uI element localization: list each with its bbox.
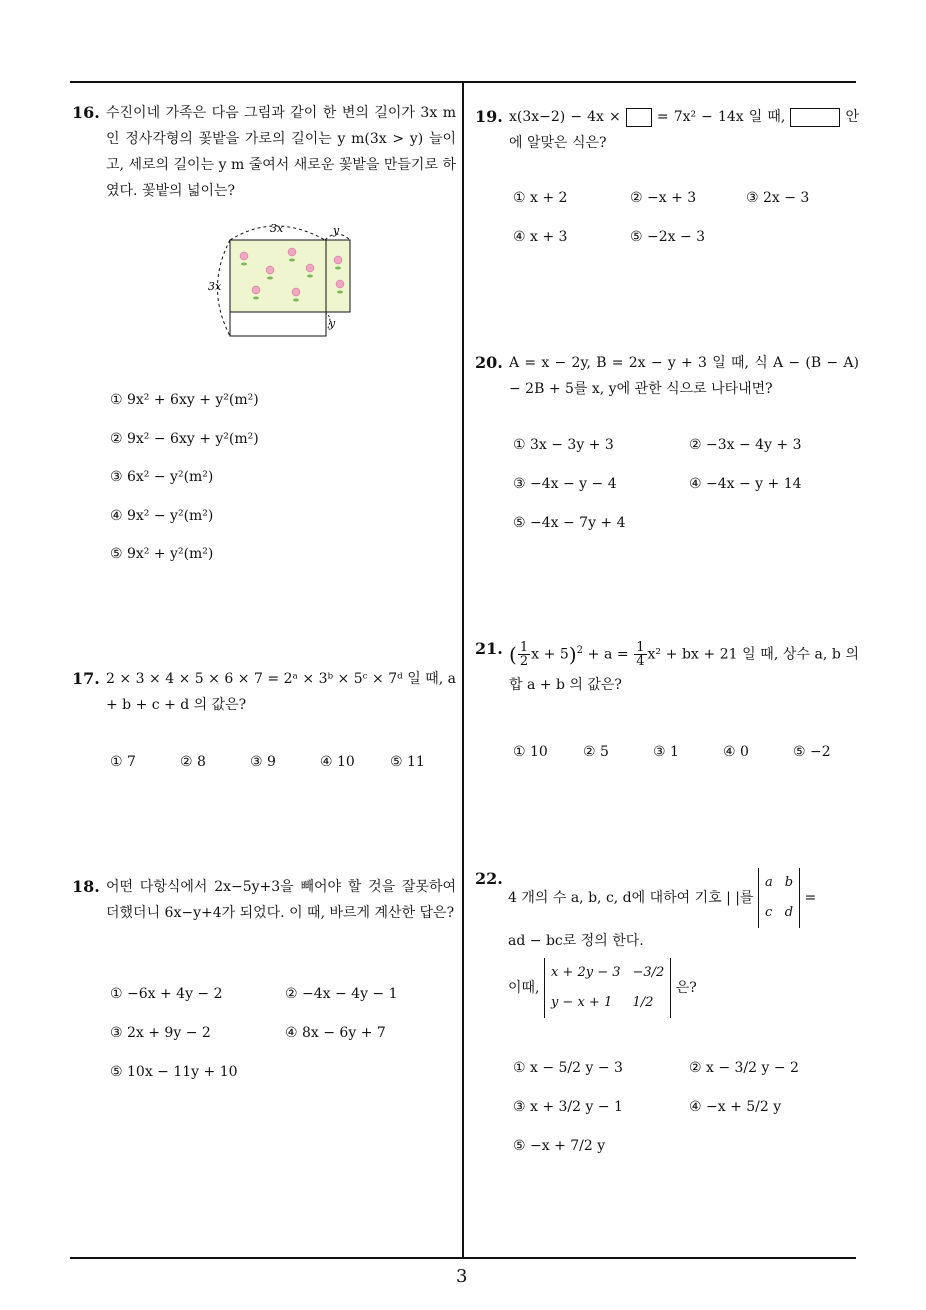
q19-option-2[interactable]: ② −x + 3 (630, 190, 697, 206)
q20-option-5[interactable]: ⑤ −4x − 7y + 4 (513, 515, 626, 531)
q16-option-1[interactable]: ① 9x² + 6xy + y²(m²) (110, 392, 259, 408)
matrix-cell: c (765, 905, 773, 920)
q20-option-1[interactable]: ① 3x − 3y + 3 (513, 437, 614, 453)
question-text-d: 이때, (508, 980, 540, 996)
q22-option-2[interactable]: ② x − 3/2 y − 2 (689, 1060, 799, 1076)
q18-option-2[interactable]: ② −4x − 4y − 1 (285, 986, 398, 1002)
q17-option-1[interactable]: ① 7 (110, 754, 136, 770)
question-text-b: = (804, 890, 817, 906)
q19-option-5[interactable]: ⑤ −2x − 3 (630, 229, 706, 245)
question-text: A = x − 2y, B = 2x − y + 3 일 때, 식 A − (B − A) − 2B + 5를 x, y에 관한 식으로 나타내면? (509, 355, 859, 397)
q21-option-2[interactable]: ② 5 (583, 744, 609, 760)
q20-option-4[interactable]: ④ −4x − y + 14 (689, 476, 802, 492)
fig-top-right-label: y (333, 224, 340, 237)
question-number: 18. (72, 877, 100, 896)
question-text: 어떤 다항식에서 2x−5y+3을 빼어야 할 것을 잘못하여 더했더니 6x−y+4가 되었다. 이 때, 바르게 계산한 답은? (106, 879, 456, 921)
q21-option-4[interactable]: ④ 0 (723, 744, 749, 760)
q19-option-3[interactable]: ③ 2x − 3 (746, 190, 810, 206)
answer-blank-box (626, 108, 652, 127)
matrix-cell: y − x + 1 (550, 995, 613, 1010)
matrix-cell: −3/2 (632, 965, 665, 980)
q16-option-4[interactable]: ④ 9x² − y²(m²) (110, 508, 214, 524)
question-17 (72, 666, 456, 718)
q18-option-4[interactable]: ④ 8x − 6y + 7 (285, 1025, 386, 1041)
q18-option-3[interactable]: ③ 2x + 9y − 2 (110, 1025, 211, 1041)
question-number: 20. (475, 353, 503, 372)
q22-option-4[interactable]: ④ −x + 5/2 y (689, 1099, 782, 1115)
q19-option-4[interactable]: ④ x + 3 (513, 229, 568, 245)
question-19 (475, 104, 859, 156)
answer-blank-box (790, 108, 840, 127)
q18-option-1[interactable]: ① −6x + 4y − 2 (110, 986, 223, 1002)
question-text: 2 × 3 × 4 × 5 × 6 × 7 = 2ᵃ × 3ᵇ × 5ᶜ × 7ᵈ 일 때, a + b + c + d 의 값은? (106, 671, 456, 713)
q21-option-5[interactable]: ⑤ −2 (793, 744, 831, 760)
question-number: 19. (475, 107, 503, 126)
question-number: 16. (72, 103, 100, 122)
q16-option-3[interactable]: ③ 6x² − y²(m²) (110, 469, 214, 485)
question-18 (72, 874, 456, 926)
q20-option-2[interactable]: ② −3x − 4y + 3 (689, 437, 802, 453)
q16-option-2[interactable]: ② 9x² − 6xy + y²(m²) (110, 431, 259, 447)
question-text-b: + a = (587, 646, 629, 663)
matrix-cell: x + 2y − 3 (550, 965, 621, 980)
question-16 (72, 100, 456, 204)
q17-option-4[interactable]: ④ 10 (320, 754, 355, 770)
q21-option-3[interactable]: ③ 1 (653, 744, 679, 760)
q16-option-5[interactable]: ⑤ 9x² + y²(m²) (110, 546, 214, 562)
q20-option-3[interactable]: ③ −4x − y − 4 (513, 476, 617, 492)
fraction-quarter: $\frac{1}{4}$ (636, 640, 645, 670)
q17-option-2[interactable]: ② 8 (180, 754, 206, 770)
fraction-half: $\frac{1}{2}$ (519, 640, 529, 670)
fig-top-label: 3x (270, 222, 284, 235)
column-divider (462, 81, 464, 1258)
question-text-a: 4 개의 수 a, b, c, d에 대하여 기호 | |를 (508, 890, 754, 906)
question-number: 21. (475, 639, 503, 658)
question-20 (475, 350, 859, 402)
question-text-c: 안에 알맞은 식은? (509, 109, 860, 151)
fig-bottom-right-label: y (329, 317, 336, 330)
q19-option-1[interactable]: ① x + 2 (513, 190, 568, 206)
question-22-definition (508, 868, 860, 928)
determinant-expression (544, 958, 671, 1018)
flowerbed-figure (200, 218, 360, 343)
question-text-c: x² + bx + 21 일 때, 상수 a, b 의 합 a + b 의 값은? (509, 646, 859, 693)
fig-left-label: 3x (208, 280, 222, 293)
q18-option-5[interactable]: ⑤ 10x − 11y + 10 (110, 1064, 238, 1080)
question-22-prompt (508, 958, 860, 1018)
question-text-e: 은? (675, 980, 697, 996)
matrix-cell: b (784, 875, 794, 890)
question-text: 수진이네 가족은 다음 그림과 같이 한 변의 길이가 3x m 인 정사각형의 꽃밭을 가로의 길이는 y m(3x > y) 늘이고, 세로의 길이는 y m 줄여서 새로운 꽃밭을 만들기로 하였다. 꽃밭의 넓이는? (106, 105, 456, 199)
matrix-cell: 1/2 (632, 995, 654, 1010)
q22-option-5[interactable]: ⑤ −x + 7/2 y (513, 1138, 606, 1154)
determinant-symbol (758, 868, 800, 928)
question-number: 17. (72, 669, 100, 688)
question-22-definition-end: ad − bc로 정의 한다. (508, 933, 644, 949)
q21-option-1[interactable]: ① 10 (513, 744, 548, 760)
question-text-a: x + 5 (531, 646, 569, 663)
q17-option-3[interactable]: ③ 9 (250, 754, 276, 770)
q22-option-1[interactable]: ① x − 5/2 y − 3 (513, 1060, 623, 1076)
page-number: 3 (456, 1266, 468, 1287)
q17-option-5[interactable]: ⑤ 11 (390, 754, 425, 770)
question-text-a: x(3x−2) − 4x × (509, 109, 621, 125)
question-text-b: = 7x² − 14x 일 때, (656, 109, 786, 125)
question-21: 21. ( $\frac{1}{2}$ x + 5)$^2$ + a = $\frac{1}{4}$ x² + bx + 21 일 때, 상수 a, b 의 합 a + b 의 값은? (475, 636, 859, 700)
q22-option-3[interactable]: ③ x + 3/2 y − 1 (513, 1099, 623, 1115)
question-number: 22. (475, 869, 503, 888)
matrix-cell: d (784, 905, 794, 920)
matrix-cell: a (765, 875, 773, 890)
